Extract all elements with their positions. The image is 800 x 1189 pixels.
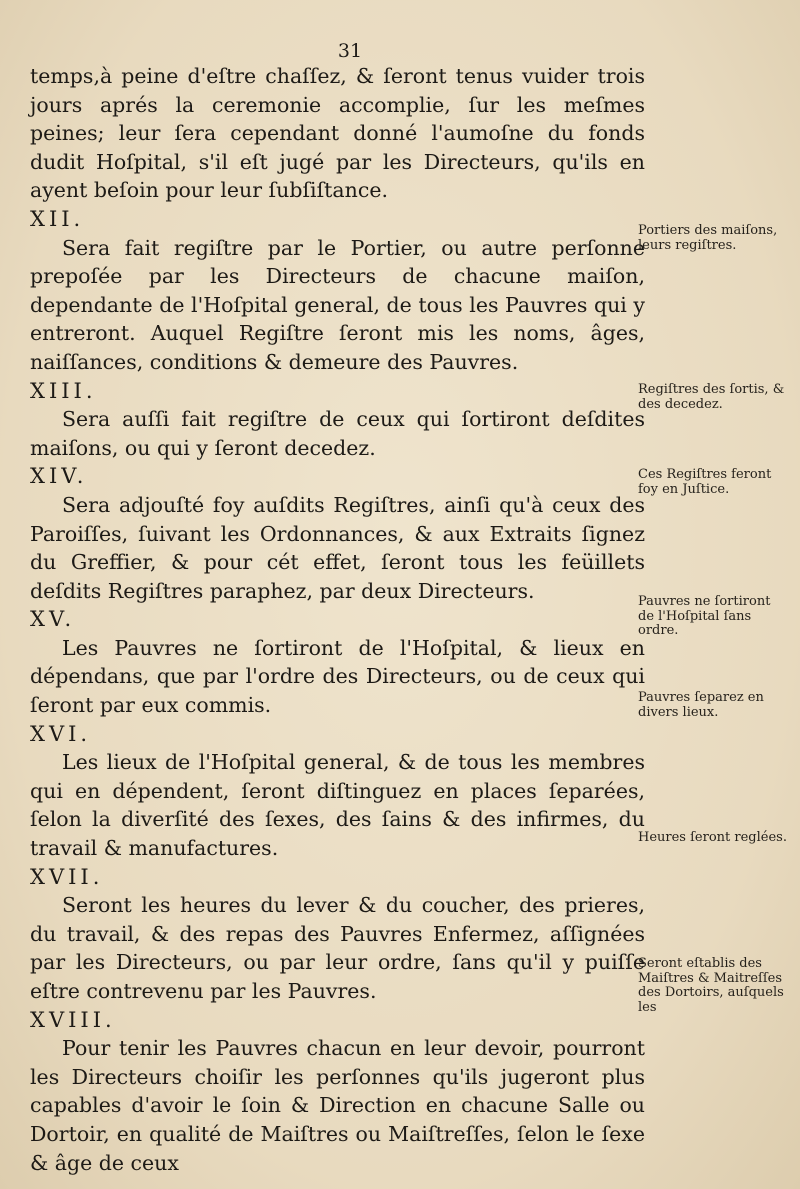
margin-note-pauvres-separez: Pauvres ſeparez en divers lieux.	[638, 690, 764, 720]
paragraph-article-xvi: Les lieux de l'Hoſpital general, & de tous les membres qui en dépendent, ſeront diſtinguez en places ſeparées, ſelon la diverſité des ſexes, des ſains & des infirmes, du travail & manufactures.	[30, 750, 645, 861]
margin-note-heures: Heures ſeront reglées.	[638, 830, 787, 845]
margin-note-pauvres-sortiront: Pauvres ne ſortiront de l'Hoſpital ſans ordre.	[638, 594, 771, 638]
paragraph-article-xiii: Sera auſſi fait regiſtre de ceux qui ſortiront deſdites maiſons, ou qui y ſeront decedez.	[30, 407, 645, 460]
paragraph-article-xii: Sera fait regiſtre par le Portier, ou autre perſonne prepoſée par les Directeurs de chacune maiſon, dependante de l'Hoſpital general, de tous les Pauvres qui y entreront. Auquel Regiſtre ſeront mis les noms, âges, naiſſances, conditions & demeure des Pauvres.	[30, 235, 645, 374]
article-heading-xvii: XVII.	[30, 864, 104, 889]
paragraph-article-xv: Les Pauvres ne ſortiront de l'Hoſpital, & lieux en dépendans, que par l'ordre des Directeurs, ou de ceux qui ſeront par eux commis.	[30, 635, 645, 718]
article-heading-xviii: XVIII.	[30, 1007, 116, 1032]
article-heading-xvi: XVI.	[30, 721, 92, 746]
margin-note-maistres: Seront eſtablis des Maiſtres & Maitreſſes des Dortoirs, auſquels les	[638, 956, 784, 1015]
article-heading-xiii: XIII.	[30, 378, 97, 403]
margin-note-portiers: Portiers des maiſons, leurs regiſtres.	[638, 223, 778, 253]
article-heading-xv: XV.	[30, 607, 76, 632]
margin-note-registres-foy: Ces Regiſtres feront foy en Juſtice.	[638, 467, 772, 497]
paragraph-article-xviii: Pour tenir les Pauvres chacun en leur devoir, pourront les Directeurs choiſir les perſonnes qu'ils jugeront plus capables d'avoir le ſoin & Direction en chacune Salle ou Dortoir, en qualité de Maiſtres ou Maiſtreſſes, ſelon le ſexe & âge de ceux	[30, 1036, 645, 1175]
margin-note-registres-sortis: Regiſtres des ſortis, & des decedez.	[638, 382, 785, 412]
paragraph-article-xvii: Seront les heures du lever & du coucher, des prieres, du travail, & des repas des Pauvres Enfermez, aſſignées par les Directeurs, ou par leur ordre, ſans qu'il y puiſſe eſtre contrevenu par les Pauvres.	[30, 893, 645, 1003]
article-heading-xiv: XIV.	[30, 464, 88, 489]
paragraph-continuation: temps,à peine d'eſtre chaſſez, & ſeront tenus vuider trois jours aprés la ceremonie accomplie, ſur les meſmes peines; leur ſera cependant donné l'aumoſne du fonds dudit Hoſpital, s'il eſt jugé par les Directeurs, qu'ils en ayent beſoin pour leur ſubſiſtance.	[30, 64, 645, 203]
page-number: 31	[337, 40, 363, 62]
main-text-column	[30, 62, 645, 1177]
article-heading-xii: XII.	[30, 206, 85, 231]
paragraph-article-xiv: Sera adjouſté foy auſdits Regiſtres, ainſi qu'à ceux des Paroiſſes, ſuivant les Ordonnances, & aux Extraits ſignez du Greffier, & pour cét effet, ſeront tous les feüillets deſdits Regiſtres paraphez, par deux Directeurs.	[30, 492, 645, 603]
